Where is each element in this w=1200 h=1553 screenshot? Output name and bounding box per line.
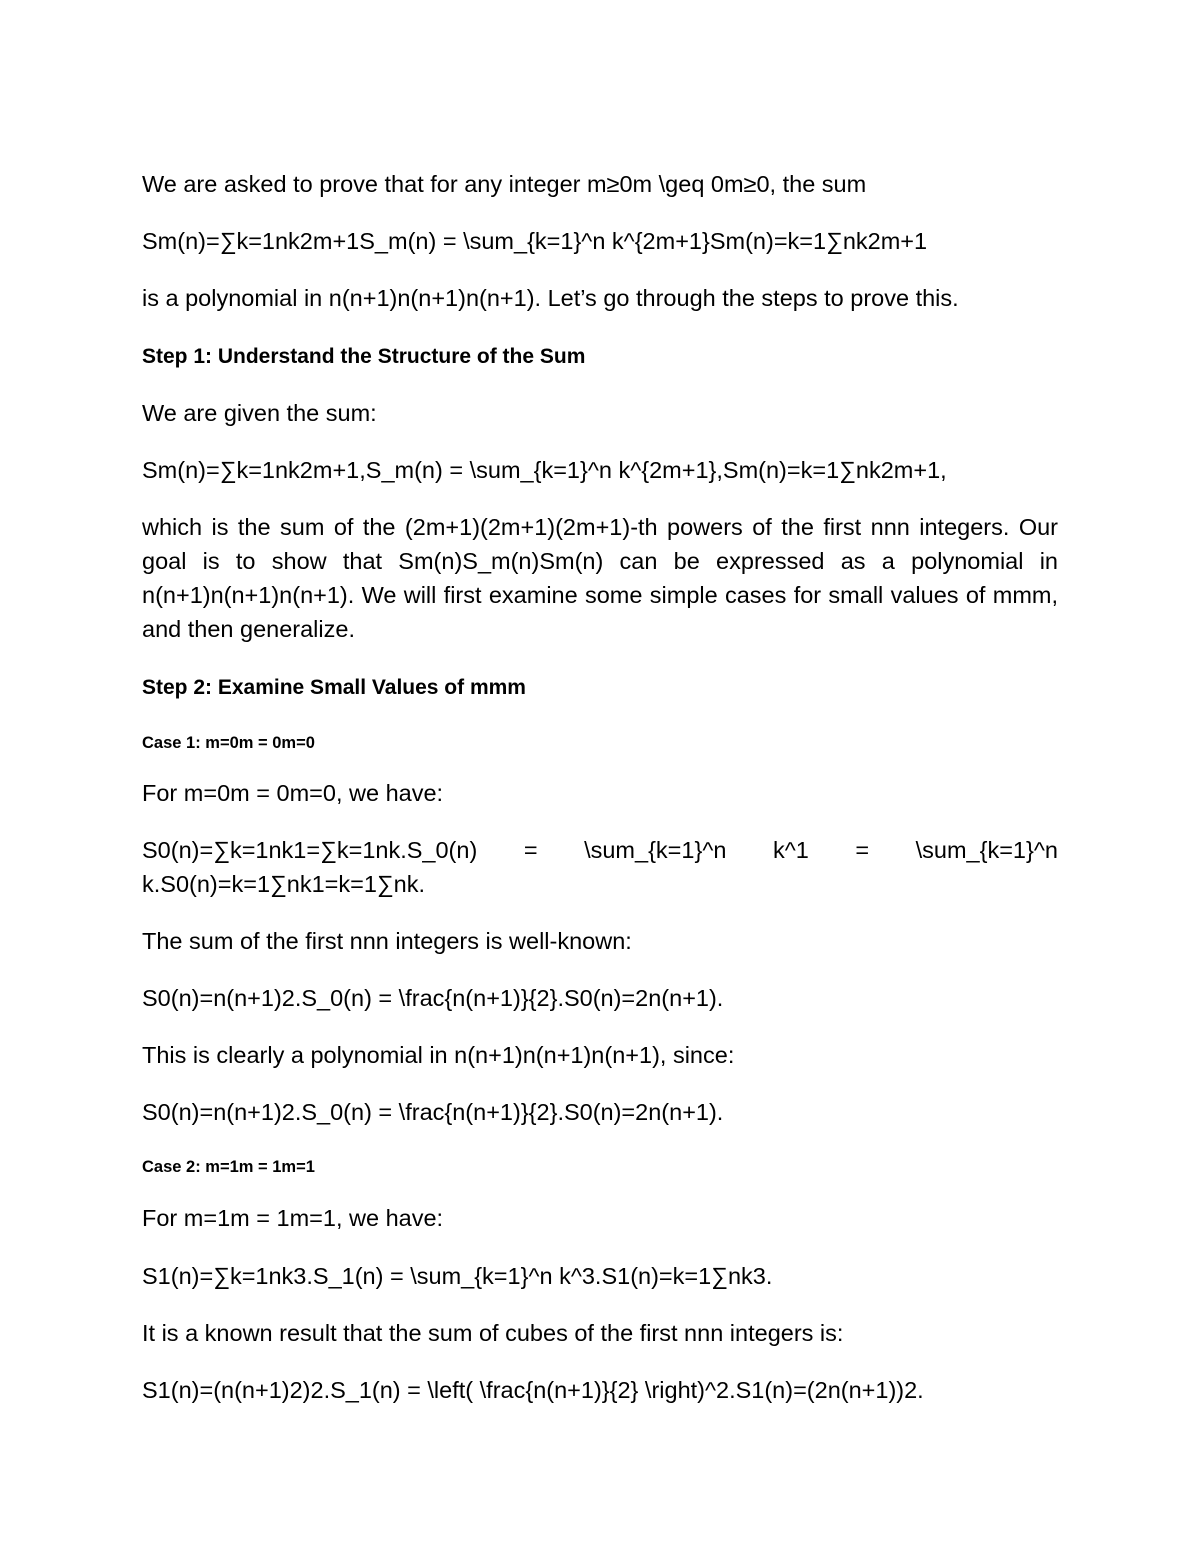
intro-text: We are asked to prove that for any integer m≥0m \geq 0m≥0, the sum (142, 171, 867, 197)
case1-known-text: The sum of the first nnn integers is well-known: (142, 928, 632, 954)
case1-intro-text: For m=0m = 0m=0, we have: (142, 780, 444, 806)
step1-formula: Sm(n)=∑k=1nk2m+1,S_m(n) = \sum_{k=1}^n k^{2m+1},Sm(n)=k=1∑nk2m+1, (142, 457, 947, 483)
case1-formula-part: \sum_{k=1}^n (915, 837, 1058, 863)
case2-known-text: It is a known result that the sum of cubes of the first nnn integers is: (142, 1320, 844, 1346)
case1-result-formula-repeat: S0(n)=n(n+1)2.S_0(n) = \frac{n(n+1)}{2}.S0(n)=2n(n+1). (142, 1099, 724, 1125)
case1-formula-part: = (855, 837, 870, 863)
case1-formula-part: \sum_{k=1}^n (584, 837, 727, 863)
case1-formula-part: = (523, 837, 538, 863)
case2-formula: S1(n)=∑k=1nk3.S_1(n) = \sum_{k=1}^n k^3.S1(n)=k=1∑nk3. (142, 1263, 773, 1289)
case1-clearly-text: This is clearly a polynomial in n(n+1)n(n+1)n(n+1), since: (142, 1042, 735, 1068)
case1-formula-part: S0(n)=∑k=1nk1=∑k=1nk.S_0(n) (142, 837, 478, 863)
step1-paragraph: which is the sum of the (2m+1)(2m+1)(2m+1)-th powers of the first nnn integers. Our goal is to show that Sm(n)S_m(n)Sm(n) can be expressed as a polynomial in n(n+1)n(n+1)n(n+1). We will first examine some simple cases for small values of mmm, and then generalize. (142, 514, 1058, 642)
case1-result-formula: S0(n)=n(n+1)2.S_0(n) = \frac{n(n+1)}{2}.S0(n)=2n(n+1). (142, 985, 724, 1011)
claim-text: is a polynomial in n(n+1)n(n+1)n(n+1). Let’s go through the steps to prove this. (142, 285, 959, 311)
case1-formula-continuation: k.S0(n)=k=1∑nk1=k=1∑nk. (142, 871, 426, 897)
case2-intro-text: For m=1m = 1m=1, we have: (142, 1205, 444, 1231)
case2-result-formula: S1(n)=(n(n+1)2)2.S_1(n) = \left( \frac{n(n+1)}{2} \right)^2.S1(n)=(2n(n+1))2. (142, 1377, 924, 1403)
case1-formula-row (142, 836, 1058, 864)
case1-formula-part: k^1 (772, 837, 809, 863)
step1-heading: Step 1: Understand the Structure of the Sum (142, 345, 586, 368)
step2-heading: Step 2: Examine Small Values of mmm (142, 676, 526, 699)
step1-given-text: We are given the sum: (142, 400, 377, 426)
case1-heading: Case 1: m=0m = 0m=0 (142, 734, 315, 752)
case2-heading: Case 2: m=1m = 1m=1 (142, 1158, 315, 1176)
sum-definition-formula: Sm(n)=∑k=1nk2m+1S_m(n) = \sum_{k=1}^n k^{2m+1}Sm(n)=k=1∑nk2m+1 (142, 228, 928, 254)
